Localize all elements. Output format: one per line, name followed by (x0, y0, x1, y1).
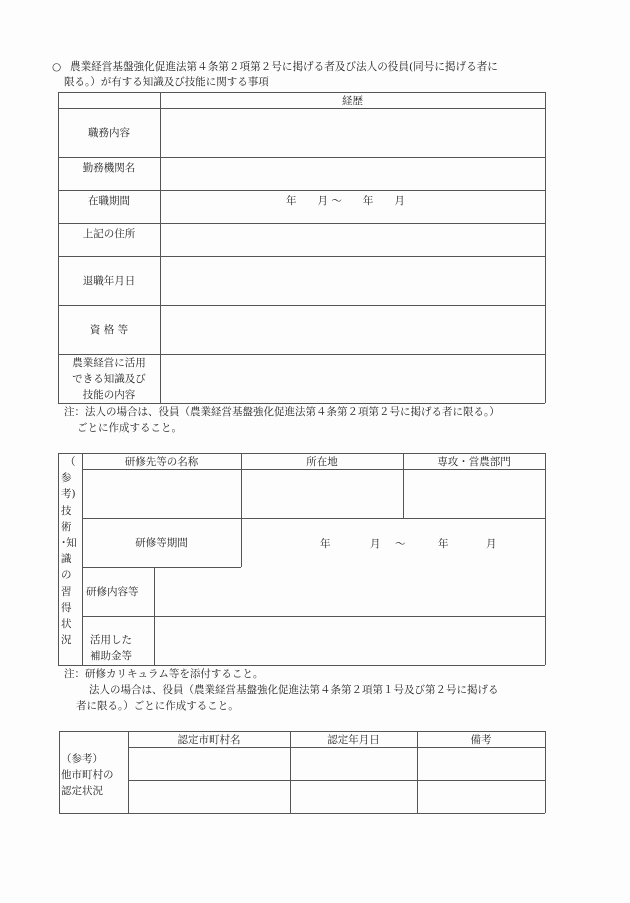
side-char: の (61, 569, 72, 582)
side-char: 参 (61, 472, 72, 485)
section-heading-line1: 農業経営基盤強化促進法第４条第２項第２号に掲げる者及び法人の役員(同号に掲げる者に (70, 61, 498, 73)
table-border (59, 731, 545, 732)
remarks-field-1[interactable] (418, 748, 544, 779)
label-subsidy-used (90, 632, 132, 664)
address-field[interactable] (161, 224, 544, 255)
training-content-field[interactable] (155, 568, 544, 615)
label-line: 活用した (90, 634, 132, 646)
side-char: 考) (61, 488, 76, 501)
employment-period-field[interactable] (161, 191, 544, 222)
header-training-provider: 研修先等の名称 (124, 456, 199, 468)
period-month-end: 月 (486, 538, 497, 550)
employer-name-field[interactable] (161, 158, 544, 189)
municipality-field-2[interactable] (129, 781, 289, 812)
label-training-period: 研修等期間 (135, 536, 188, 549)
table-border (59, 731, 60, 813)
label-knowledge-skills (58, 355, 160, 403)
subsidy-field[interactable] (155, 617, 544, 664)
side-char: 技 (61, 504, 72, 517)
side-char: 術 (61, 520, 72, 533)
section-bullet: ○ (52, 61, 62, 73)
side-char: （ (65, 456, 76, 468)
municipality-field-1[interactable] (129, 748, 289, 779)
label-address-above: 上記の住所 (82, 228, 136, 240)
location-field[interactable] (242, 470, 402, 517)
knowledge-skills-field[interactable] (161, 355, 544, 402)
label-job-content: 職務内容 (88, 126, 130, 139)
certification-side-label (61, 751, 114, 799)
table-border (545, 731, 546, 813)
side-char: 況 (61, 634, 72, 647)
header-certifying-municipality: 認定市町村名 (177, 734, 241, 746)
period-year-end: 年 (438, 538, 449, 550)
side-char: 識 (61, 553, 72, 566)
label-line: 補助金等 (90, 650, 132, 662)
career-note-line1: 注：法人の場合は、役員（農業経営基盤強化促進法第４条第２項第２号に掲げる者に限る。） (64, 406, 500, 418)
table-border (59, 813, 545, 814)
header-location: 所在地 (306, 456, 338, 468)
section-heading-line2: 限る。）が有する知識及び技能に関する事項 (64, 76, 269, 88)
table-border (545, 92, 546, 403)
table-border (58, 665, 545, 666)
label-line: 認定状況 (61, 785, 103, 797)
label-qualifications: 資 格 等 (89, 323, 129, 336)
header-certification-date: 認定年月日 (327, 734, 380, 746)
qualifications-field[interactable] (161, 306, 544, 353)
career-note-line2: ごとに作成すること。 (77, 422, 182, 434)
table-border (58, 403, 545, 404)
label-employment-period: 在職期間 (88, 195, 130, 207)
side-char: 習 (61, 585, 72, 598)
career-header: 経歴 (342, 95, 363, 107)
label-line: できる知識及び (72, 373, 146, 385)
certification-date-field-1[interactable] (291, 748, 416, 779)
label-retirement-date: 退職年月日 (82, 274, 136, 287)
training-note-line1: 注：研修カリキュラム等を添付すること。 (64, 668, 264, 680)
side-char: 得 (61, 601, 72, 614)
training-note-line2: 法人の場合は、役員（農業経営基盤強化促進法第４条第２項第１号及び第２号に掲げる (89, 684, 499, 696)
label-training-content: 研修内容等 (86, 586, 139, 598)
major-sector-field[interactable] (404, 470, 544, 517)
period-year-start: 年 (320, 538, 331, 550)
retirement-date-field[interactable] (161, 257, 544, 304)
training-note-line3: 者に限る。）ごとに作成すること。 (76, 700, 239, 712)
side-char: 状 (61, 618, 72, 631)
label-line: 技能の内容 (82, 389, 136, 401)
header-remarks: 備考 (470, 734, 492, 746)
label-employer-name: 勤務機関名 (82, 162, 136, 174)
employment-period-value: 年 月 ～ 年 月 (286, 195, 405, 207)
table-border (58, 453, 545, 454)
training-provider-field[interactable] (83, 470, 240, 517)
period-month-start: 月 (370, 538, 381, 550)
remarks-field-2[interactable] (418, 781, 544, 812)
job-content-field[interactable] (161, 109, 544, 156)
side-char: ･知 (61, 537, 77, 550)
period-tilde: ～ (395, 538, 406, 550)
training-side-label (59, 454, 84, 648)
label-line: 農業経営に活用 (72, 357, 146, 369)
certification-date-field-2[interactable] (291, 781, 416, 812)
label-line: 他市町村の (61, 769, 114, 781)
label-line: （参考） (61, 753, 103, 765)
header-major-farming-sector: 専攻・営農部門 (437, 456, 511, 468)
table-border (58, 92, 545, 93)
table-border (545, 453, 546, 665)
